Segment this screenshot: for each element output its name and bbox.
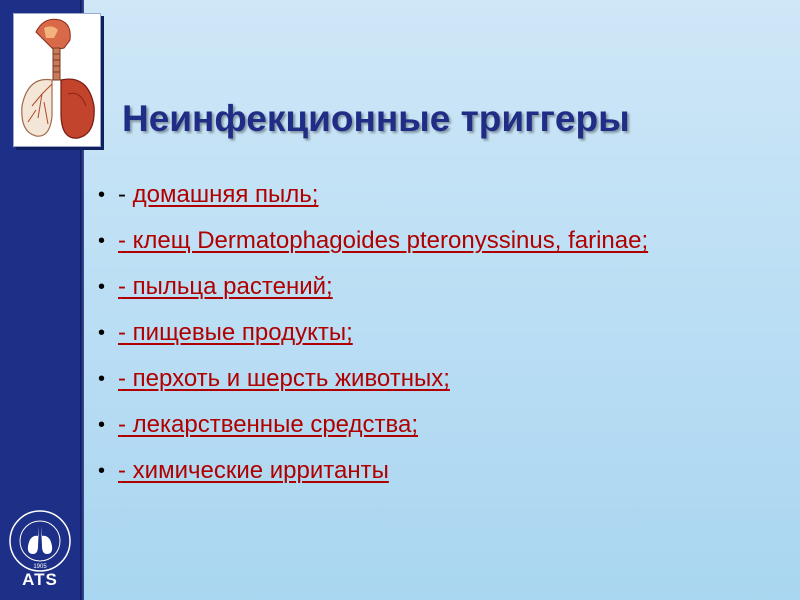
- trigger-list: [96, 180, 736, 502]
- item-link[interactable]: - перхоть и шерсть животных;: [118, 365, 450, 392]
- item-link[interactable]: - химические ирританты: [118, 457, 389, 484]
- bullet-icon: •: [98, 322, 106, 344]
- bullet-icon: •: [98, 460, 106, 482]
- item-link[interactable]: - клещ Dermatophagoides pteronyssinus, farinae;: [118, 227, 649, 254]
- item-prefix: -: [118, 181, 133, 208]
- ats-logo-label: ATS: [22, 570, 58, 589]
- item-link[interactable]: - пищевые продукты;: [118, 319, 353, 346]
- item-link[interactable]: - пыльца растений;: [118, 273, 333, 300]
- bullet-icon: •: [98, 276, 106, 298]
- list-item: [96, 180, 736, 210]
- ats-seal-icon: [6, 508, 74, 574]
- list-item: [96, 226, 736, 256]
- list-item: [96, 364, 736, 394]
- list-item: [96, 318, 736, 348]
- lungs-illustration: [13, 13, 101, 147]
- respiratory-system-icon: [14, 14, 100, 146]
- item-link[interactable]: домашняя пыль;: [132, 181, 319, 208]
- bullet-icon: •: [98, 368, 106, 390]
- list-item: [96, 410, 736, 440]
- bullet-icon: •: [98, 184, 106, 206]
- list-item: [96, 456, 736, 486]
- item-link[interactable]: - лекарственные средства;: [118, 411, 418, 438]
- list-item: [96, 272, 736, 302]
- bullet-icon: •: [98, 414, 106, 436]
- bullet-icon: •: [98, 230, 106, 252]
- page-title: Неинфекционные триггеры: [122, 98, 630, 139]
- logo-year: 1905: [33, 564, 47, 570]
